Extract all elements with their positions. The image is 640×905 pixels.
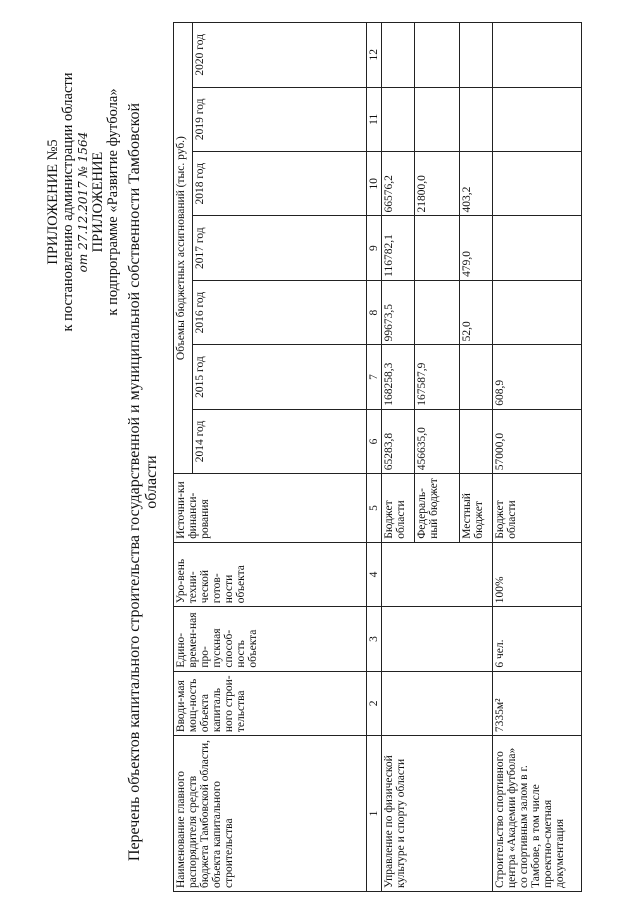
col-number: 11 — [367, 87, 382, 151]
section-onetime: 6 чел. — [493, 607, 582, 671]
header-onetime-capacity: Едино-времен-ная про-пускная способ-ность объекта — [174, 607, 367, 671]
value-cell: 116782,1 — [382, 216, 415, 280]
value-cell — [415, 87, 460, 151]
value-cell — [493, 152, 582, 216]
appendix-title: ПРИЛОЖЕНИЕ №5 — [45, 139, 61, 265]
header-budget-group: Объемы бюджетных ассигнований (тыс. руб.) — [174, 23, 193, 474]
header-source: Источни-ки финанси-рования — [174, 474, 367, 543]
value-cell — [382, 87, 415, 151]
value-cell: 57000,0 — [493, 409, 582, 473]
value-cell: 65283,8 — [382, 409, 415, 473]
value-cell — [460, 87, 493, 151]
funding-source: Федераль-ный бюджет — [415, 474, 460, 543]
appendix-header — [46, 22, 121, 382]
appendix-label: ПРИЛОЖЕНИЕ — [90, 151, 106, 253]
funding-source: Бюджет области — [493, 474, 582, 543]
year-2014: 2014 год — [193, 409, 367, 473]
year-2020: 2020 год — [193, 23, 367, 88]
value-cell — [415, 216, 460, 280]
handwritten-date-number: от 27.12.2017 № 1564 — [76, 131, 90, 273]
year-2019: 2019 год — [193, 87, 367, 151]
col-number: 7 — [367, 345, 382, 409]
section-onetime — [382, 607, 493, 671]
value-cell — [415, 23, 460, 88]
value-cell: 608,9 — [493, 345, 582, 409]
section-name: Строительство спортивного центра «Академии футбола» со спортивным залом в г. Тамбове, в том числе проектно-сметная документация — [493, 736, 582, 892]
value-cell — [382, 23, 415, 88]
header-capacity: Вводи-мая мощ-ность объекта капиталь ного строи-тельства — [174, 671, 367, 735]
col-number: 10 — [367, 152, 382, 216]
funding-source: Бюджет области — [382, 474, 415, 543]
header-row-1 — [174, 23, 193, 892]
value-cell — [493, 23, 582, 88]
column-number-row — [367, 23, 382, 892]
col-number: 3 — [367, 607, 382, 671]
value-cell — [493, 87, 582, 151]
header-name: Наименование главного распорядителя средств бюджета Тамбовской области, объекта капитального строительства — [174, 736, 367, 892]
col-number: 5 — [367, 474, 382, 543]
year-2018: 2018 год — [193, 152, 367, 216]
value-cell: 479,0 — [460, 216, 493, 280]
header-readiness: Уро-вень техни-ческой готов-ности объекта — [174, 542, 367, 606]
col-number: 4 — [367, 542, 382, 606]
subprogram-line: к подпрограмме «Развитие футбола» — [105, 88, 121, 316]
value-cell: 21800,0 — [415, 152, 460, 216]
col-number: 12 — [367, 23, 382, 88]
value-cell: 403,2 — [460, 152, 493, 216]
funding-source: Местный бюджет — [460, 474, 493, 543]
value-cell — [493, 280, 582, 344]
section-capacity — [382, 671, 493, 735]
table-row — [382, 23, 415, 892]
value-cell: 99673,5 — [382, 280, 415, 344]
value-cell: 66576,2 — [382, 152, 415, 216]
value-cell: 456635,0 — [415, 409, 460, 473]
value-cell: 52,0 — [460, 280, 493, 344]
col-number: 8 — [367, 280, 382, 344]
rotated-page — [40, 12, 600, 892]
section-readiness — [382, 542, 493, 606]
value-cell: 168258,3 — [382, 345, 415, 409]
capital-construction-table — [173, 22, 582, 892]
value-cell — [460, 345, 493, 409]
value-cell — [415, 280, 460, 344]
table-row — [493, 23, 582, 892]
resolution-line: к постановлению администрации области — [60, 72, 76, 332]
value-cell — [493, 216, 582, 280]
value-cell — [460, 409, 493, 473]
section-name: Управление по физической культуре и спорту области — [382, 736, 493, 892]
value-cell: 167587,9 — [415, 345, 460, 409]
section-readiness: 100% — [493, 542, 582, 606]
year-2015: 2015 год — [193, 345, 367, 409]
col-number: 1 — [367, 736, 382, 892]
year-2017: 2017 год — [193, 216, 367, 280]
value-cell — [460, 23, 493, 88]
col-number: 6 — [367, 409, 382, 473]
col-number: 9 — [367, 216, 382, 280]
col-number: 2 — [367, 671, 382, 735]
document-title: Перечень объектов капитального строительства государственной и муниципальной собственности Тамбовской области — [126, 102, 160, 862]
section-capacity: 7335м² — [493, 671, 582, 735]
year-2016: 2016 год — [193, 280, 367, 344]
